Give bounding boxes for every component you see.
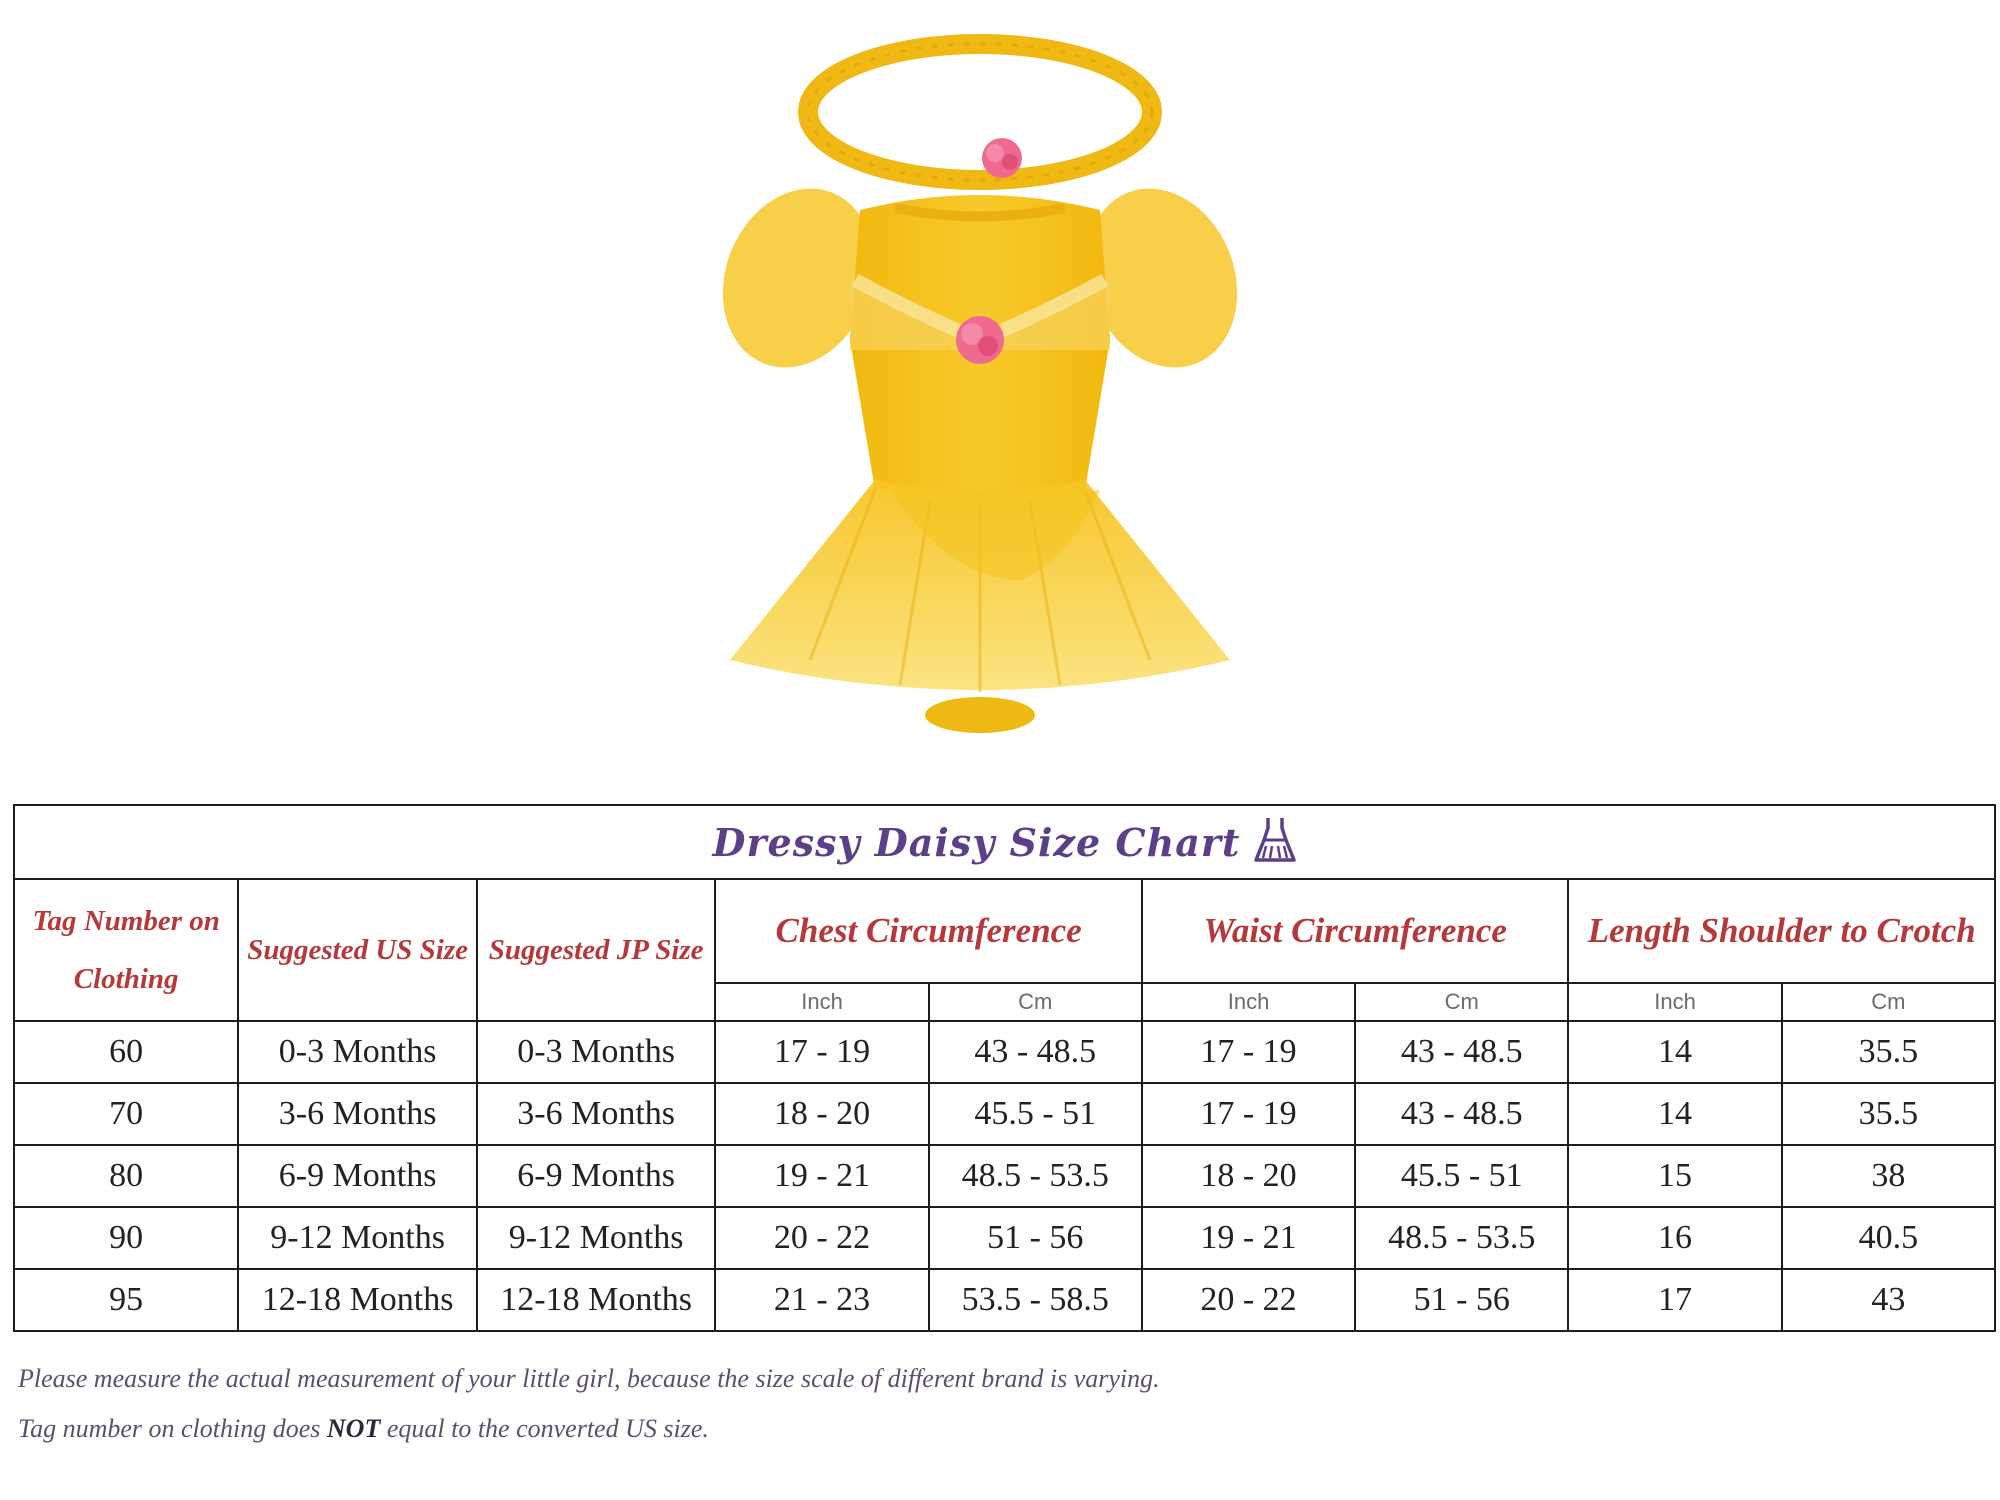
tag-note-text-end: equal to the converted US size. [380,1414,709,1443]
cell-waist-cm: 51 - 56 [1355,1269,1568,1331]
product-image [690,20,1270,740]
cell-length-inch: 16 [1568,1207,1781,1269]
unit-waist-cm: Cm [1355,983,1568,1021]
table-row [14,1021,1995,1083]
cell-chest-cm: 51 - 56 [929,1207,1142,1269]
size-chart-table [13,804,1996,1332]
cell-jp-size: 9-12 Months [477,1207,716,1269]
cell-length-inch: 14 [1568,1083,1781,1145]
unit-chest-cm: Cm [929,983,1142,1021]
cell-waist-cm: 43 - 48.5 [1355,1021,1568,1083]
cell-jp-size: 12-18 Months [477,1269,716,1331]
cell-waist-inch: 19 - 21 [1142,1207,1355,1269]
cell-chest-cm: 45.5 - 51 [929,1083,1142,1145]
cell-tag: 80 [14,1145,238,1207]
cell-length-cm: 35.5 [1782,1083,1995,1145]
cell-jp-size: 3-6 Months [477,1083,716,1145]
header-waist: Waist Circumference [1142,879,1569,983]
cell-tag: 70 [14,1083,238,1145]
tag-note-text-start: Tag number on clothing does [18,1414,327,1443]
cell-chest-inch: 20 - 22 [715,1207,928,1269]
cell-length-cm: 40.5 [1782,1207,1995,1269]
dress-skirt [730,480,1230,733]
table-row [14,1207,1995,1269]
header-us-size: Suggested US Size [238,879,477,1021]
cell-us-size: 0-3 Months [238,1021,477,1083]
cell-chest-inch: 17 - 19 [715,1021,928,1083]
cell-chest-cm: 53.5 - 58.5 [929,1269,1142,1331]
cell-jp-size: 0-3 Months [477,1021,716,1083]
header-jp-size: Suggested JP Size [477,879,716,1021]
cell-waist-cm: 43 - 48.5 [1355,1083,1568,1145]
unit-length-cm: Cm [1782,983,1995,1021]
unit-length-inch: Inch [1568,983,1781,1021]
cell-us-size: 6-9 Months [238,1145,477,1207]
header-chest: Chest Circumference [715,879,1142,983]
cell-jp-size: 6-9 Months [477,1145,716,1207]
measurement-note: Please measure the actual measurement of your little girl, because the size scale of different brand is varying. [18,1364,1160,1393]
cell-chest-cm: 48.5 - 53.5 [929,1145,1142,1207]
cell-us-size: 3-6 Months [238,1083,477,1145]
cell-chest-cm: 43 - 48.5 [929,1021,1142,1083]
cell-waist-inch: 20 - 22 [1142,1269,1355,1331]
tag-note-emphasis: NOT [326,1414,381,1443]
cell-chest-inch: 18 - 20 [715,1083,928,1145]
table-row [14,1083,1995,1145]
header-tag-number: Tag Number on Clothing [14,879,238,1021]
cell-length-inch: 15 [1568,1145,1781,1207]
cell-waist-cm: 48.5 - 53.5 [1355,1207,1568,1269]
cell-tag: 60 [14,1021,238,1083]
unit-chest-inch: Inch [715,983,928,1021]
cell-length-cm: 43 [1782,1269,1995,1331]
dress-icon [1254,816,1296,869]
table-row [14,1269,1995,1331]
tag-number-note [18,1414,709,1444]
cell-chest-inch: 21 - 23 [715,1269,928,1331]
unit-waist-inch: Inch [1142,983,1355,1021]
cell-tag: 95 [14,1269,238,1331]
cell-length-cm: 38 [1782,1145,1995,1207]
cell-length-cm: 35.5 [1782,1021,1995,1083]
cell-us-size: 9-12 Months [238,1207,477,1269]
cell-waist-inch: 17 - 19 [1142,1083,1355,1145]
chart-title: Dressy Daisy Size Chart [712,819,1241,865]
headband [808,44,1152,180]
dress-bodice [850,195,1110,490]
cell-length-inch: 17 [1568,1269,1781,1331]
chart-title-cell [14,805,1995,879]
cell-us-size: 12-18 Months [238,1269,477,1331]
cell-chest-inch: 19 - 21 [715,1145,928,1207]
cell-waist-cm: 45.5 - 51 [1355,1145,1568,1207]
table-row [14,1145,1995,1207]
cell-waist-inch: 18 - 20 [1142,1145,1355,1207]
cell-length-inch: 14 [1568,1021,1781,1083]
cell-tag: 90 [14,1207,238,1269]
header-length: Length Shoulder to Crotch [1568,879,1995,983]
cell-waist-inch: 17 - 19 [1142,1021,1355,1083]
